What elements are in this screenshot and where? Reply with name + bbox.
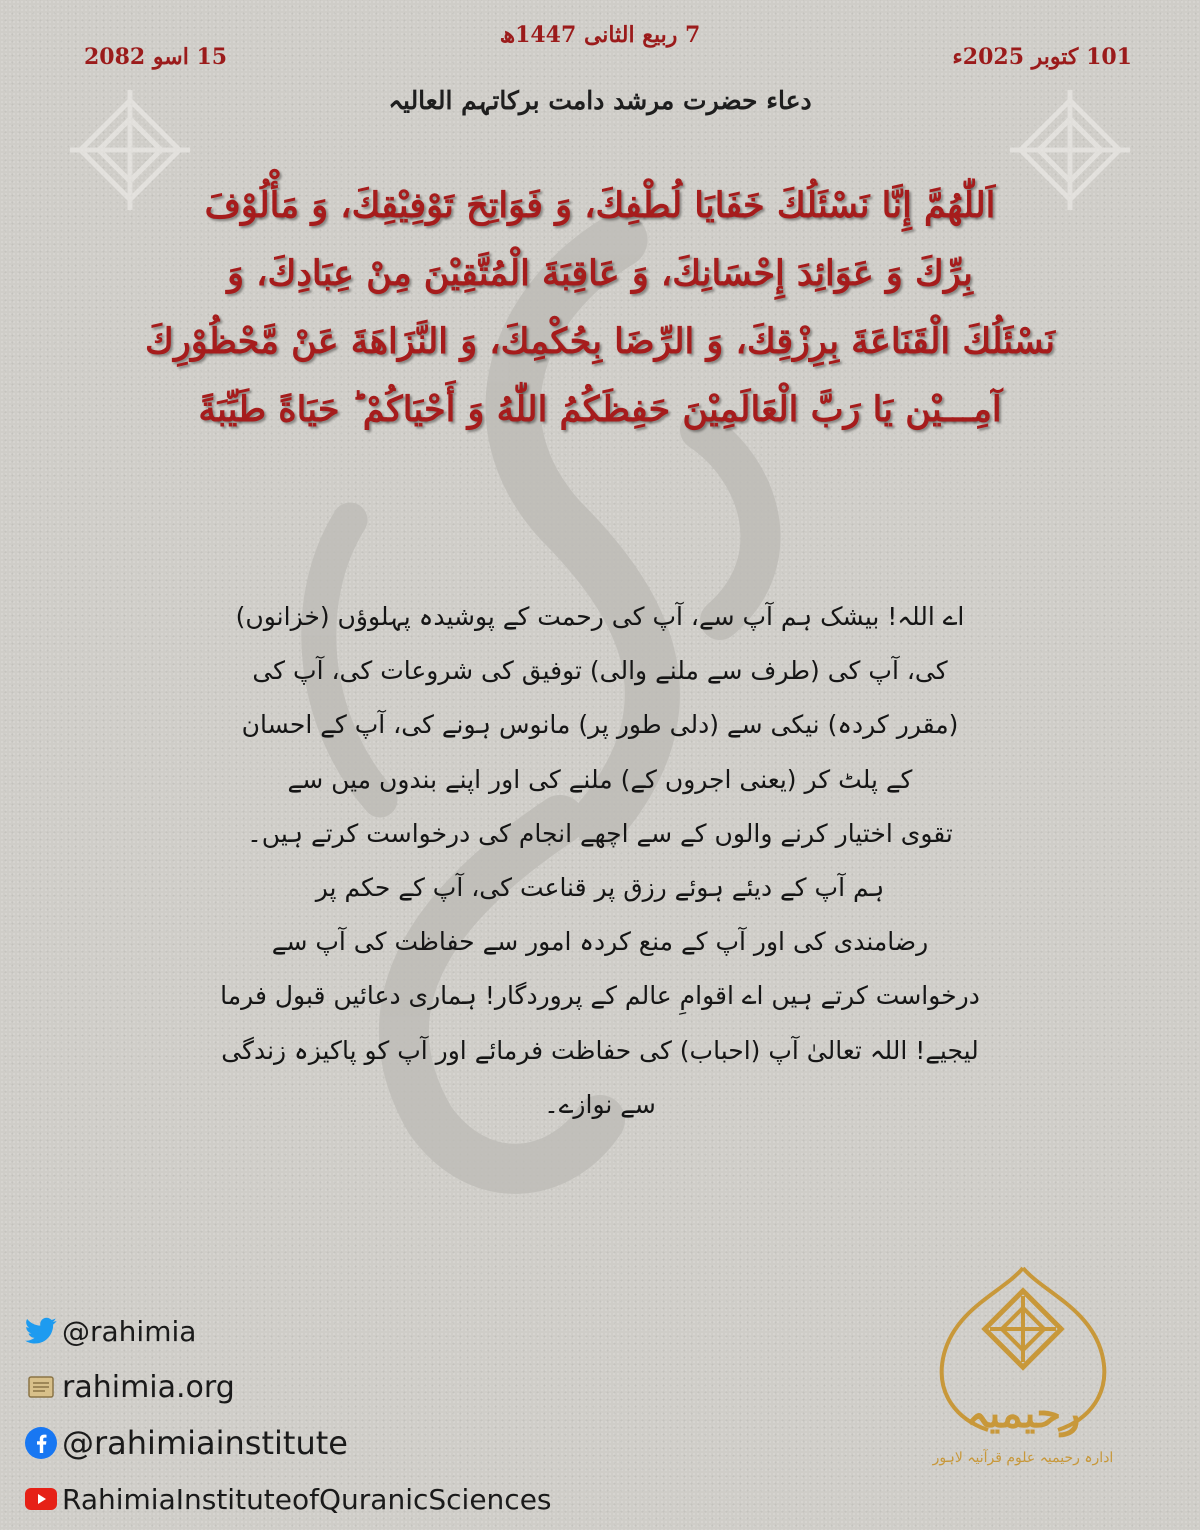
urdu-translation-line: درخواست کرتے ہیں اے اقوامِ عالم کے پروردگار! ہماری دعائیں قبول فرما	[220, 981, 980, 1011]
dua-heading: دعاء حضرت مرشد دامت برکاتہم العالیہ	[388, 86, 812, 115]
facebook-icon	[24, 1426, 58, 1460]
urdu-translation-line: سے نوازے۔	[544, 1089, 656, 1119]
youtube-channel: RahimiaInstituteofQuranicSciences	[62, 1482, 552, 1516]
urdu-translation-line: لیجیے! اللہ تعالیٰ آپ (احباب) کی حفاظت فرمائے اور آپ کو پاکیزہ زندگی	[221, 1035, 979, 1065]
youtube-link[interactable]	[24, 1474, 552, 1524]
urdu-translation-line: ہم آپ کے دیئے ہوئے رزق پر قناعت کی، آپ کے حکم پر	[315, 873, 885, 903]
arabic-dua-line: بِرِّكَ وَ عَوَائِدَ إِحْسَانِكَ، وَ عَاقِبَةَ الْمُتَّقِيْنَ مِنْ عِبَادِكَ، وَ	[227, 253, 973, 294]
urdu-translation-line: اے اللہ! بیشک ہم آپ سے، آپ کی رحمت کے پوشیدہ پہلوؤں (خزانوں)	[235, 602, 965, 631]
website-link[interactable]	[24, 1362, 552, 1412]
social-links	[24, 1306, 552, 1530]
logo-subtitle: ادارہ رحیمیہ علوم قرآنیہ لاہور	[932, 1450, 1114, 1466]
rahimia-logo	[908, 1262, 1138, 1492]
arabic-dua	[90, 172, 1110, 444]
hijri-date: 7 ربیع الثانی 1447ھ	[499, 22, 701, 48]
bikrami-date: 15 اسو 2082	[84, 44, 228, 70]
urdu-translation-line: رضامندی کی اور آپ کے منع کردہ امور سے حفاظت کی آپ سے	[271, 927, 929, 957]
arabic-dua-line: نَسْئَلُكَ الْقَنَاعَةَ بِرِزْقِكَ، وَ الرِّضَا بِحُكْمِكَ، وَ النَّزَاهَةَ عَنْ مَّحْظُوْرِكَ	[145, 321, 1055, 362]
twitter-link[interactable]	[24, 1306, 552, 1356]
website-url: rahimia.org	[62, 1369, 235, 1405]
urdu-translation-line: کی، آپ کی (طرف سے ملنے والی) توفیق کی شروعات کی، آپ کی	[252, 656, 948, 686]
twitter-bird-icon	[24, 1314, 58, 1348]
facebook-handle: @rahimiainstitute	[62, 1424, 348, 1462]
gregorian-date: 101 کتوبر 2025ء	[952, 44, 1132, 70]
youtube-icon	[24, 1482, 58, 1516]
logo-name: رحیمیہ	[965, 1390, 1081, 1437]
facebook-link[interactable]	[24, 1418, 552, 1468]
urdu-translation-line: کے پلٹ کر (یعنی اجروں کے) ملنے کی اور اپنے بندوں میں سے	[287, 764, 913, 794]
arabic-dua-line: آمِـــيْن يَا رَبَّ الْعَالَمِيْنَ حَفِظَكُمُ اللّٰهُ وَ أَحْيَاكُمْ ؕ حَيَاةً طَيِّبَةً	[198, 389, 1002, 430]
urdu-translation	[170, 590, 1030, 1132]
urdu-translation-line: (مقرر کردہ) نیکی سے (دلی طور پر) مانوس ہونے کی، آپ کے احسان	[241, 710, 959, 740]
twitter-handle: @rahimia	[62, 1314, 197, 1348]
urdu-translation-line: تقوی اختیار کرنے والوں کے سے اچھے انجام کی درخواست کرتے ہیں۔	[247, 818, 953, 848]
globe-icon	[24, 1370, 58, 1404]
arabic-dua-line: اَللّٰهُمَّ إِنَّا نَسْئَلُكَ خَفَايَا لُطْفِكَ، وَ فَوَاتِحَ تَوْفِيْقِكَ، وَ مَأْلُوْفَ	[204, 185, 996, 226]
